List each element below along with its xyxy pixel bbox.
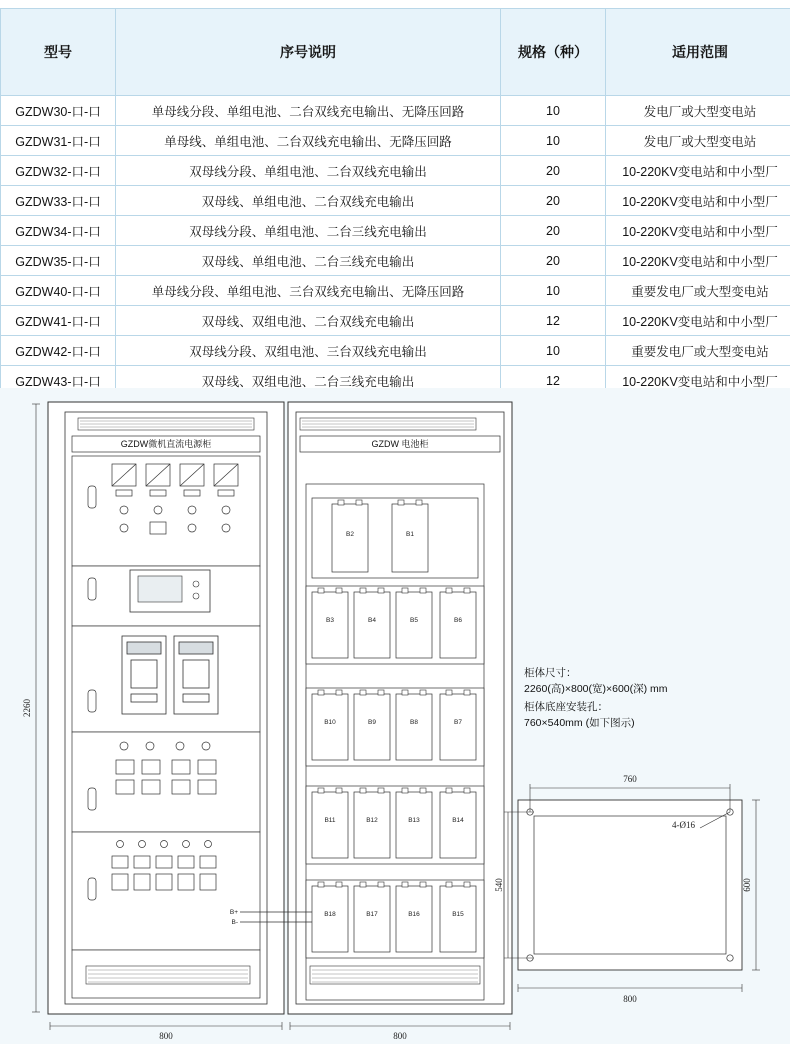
dimension-left-width-label: 800 xyxy=(159,1031,173,1041)
cell-spec: 20 xyxy=(501,186,606,216)
header-scope: 适用范围 xyxy=(606,9,790,96)
table-head xyxy=(1,9,790,96)
battery-label: B12 xyxy=(366,817,378,824)
battery-shelf-2 xyxy=(306,586,484,664)
table-body xyxy=(1,96,790,426)
battery-label: B8 xyxy=(410,719,418,726)
cell-scope: 10-220KV变电站和中小型厂 xyxy=(606,186,790,216)
dimension-notes xyxy=(524,666,668,729)
base-plate-drawing xyxy=(494,774,760,1004)
left-cabinet-title: GZDW微机直流电源柜 xyxy=(121,438,212,449)
table-row xyxy=(1,186,790,216)
cell-desc: 单母线、单组电池、二台双线充电输出、无降压回路 xyxy=(116,126,501,156)
table-row xyxy=(1,276,790,306)
header-spec: 规格（种） xyxy=(501,9,606,96)
spec-table xyxy=(0,8,790,426)
cell-model: GZDW41-口-口 xyxy=(1,306,116,336)
dimension-left-width xyxy=(50,1022,282,1030)
cell-desc: 双母线、双组电池、二台三线充电输出 xyxy=(116,366,501,396)
dimension-right-width xyxy=(290,1022,510,1030)
battery-label: B14 xyxy=(452,817,464,824)
cell-model: GZDW34-口-口 xyxy=(1,216,116,246)
dimension-height xyxy=(32,404,40,1012)
cell-desc: 单母线分段、单组电池、二台双线充电输出、无降压回路 xyxy=(116,96,501,126)
battery-label: B9 xyxy=(368,719,376,726)
hole-callout-label: 4-Ø16 xyxy=(672,820,695,830)
header-model: 型号 xyxy=(1,9,116,96)
cell-spec: 20 xyxy=(501,246,606,276)
cell-desc: 双母线分段、单组电池、二台三线充电输出 xyxy=(116,216,501,246)
monitor-module xyxy=(130,570,210,612)
table-row xyxy=(1,96,790,126)
battery-label: B15 xyxy=(452,911,464,918)
cell-spec: 10 xyxy=(501,336,606,366)
cell-desc: 双母线、双组电池、二台双线充电输出 xyxy=(116,306,501,336)
table-row xyxy=(1,216,790,246)
cell-spec: 10 xyxy=(501,96,606,126)
battery-label: B17 xyxy=(366,911,378,918)
terminal-label-positive: B+ xyxy=(230,909,238,916)
battery-label: B13 xyxy=(408,817,420,824)
battery-shelf-3 xyxy=(306,688,484,766)
base-dim-right: 600 xyxy=(742,878,752,892)
cell-scope: 10-220KV变电站和中小型厂 xyxy=(606,216,790,246)
cell-desc: 双母线分段、单组电池、二台双线充电输出 xyxy=(116,156,501,186)
cell-model: GZDW35-口-口 xyxy=(1,246,116,276)
battery-label: B3 xyxy=(326,617,334,624)
cell-scope: 10-220KV变电站和中小型厂 xyxy=(606,156,790,186)
cell-spec: 10 xyxy=(501,126,606,156)
cell-model: GZDW42-口-口 xyxy=(1,336,116,366)
cell-spec: 10 xyxy=(501,276,606,306)
cell-scope: 重要发电厂或大型变电站 xyxy=(606,336,790,366)
dimension-right-width-label: 800 xyxy=(393,1031,407,1041)
table-row xyxy=(1,126,790,156)
base-dim-left: 540 xyxy=(494,878,504,892)
cell-scope: 10-220KV变电站和中小型厂 xyxy=(606,366,790,396)
battery-label: B4 xyxy=(368,617,376,624)
battery-label: B2 xyxy=(346,531,354,538)
cell-spec: 20 xyxy=(501,216,606,246)
note-line-2: 2260(高)×800(宽)×600(深) mm xyxy=(524,682,668,695)
cell-scope: 重要发电厂或大型变电站 xyxy=(606,276,790,306)
battery-label: B16 xyxy=(408,911,420,918)
battery-label: B7 xyxy=(454,719,462,726)
cell-model: GZDW32-口-口 xyxy=(1,156,116,186)
battery-label: B10 xyxy=(324,719,336,726)
cell-scope: 10-220KV变电站和中小型厂 xyxy=(606,306,790,336)
cell-spec: 12 xyxy=(501,366,606,396)
right-cabinet-title: GZDW 电池柜 xyxy=(372,438,429,449)
battery-shelf-1 xyxy=(312,498,478,578)
cell-desc: 双母线、单组电池、二台双线充电输出 xyxy=(116,186,501,216)
base-dim-top: 760 xyxy=(623,774,637,784)
battery-label: B18 xyxy=(324,911,336,918)
cell-model: GZDW30-口-口 xyxy=(1,96,116,126)
cell-desc: 双母线分段、双组电池、三台双线充电输出 xyxy=(116,336,501,366)
table-row xyxy=(1,336,790,366)
page-root xyxy=(0,8,790,1044)
header-desc: 序号说明 xyxy=(116,9,501,96)
cell-scope: 发电厂或大型变电站 xyxy=(606,126,790,156)
dimension-height-label: 2260 xyxy=(22,699,32,718)
technical-drawing xyxy=(0,388,790,1044)
battery-label: B11 xyxy=(324,817,335,824)
cell-model: GZDW33-口-口 xyxy=(1,186,116,216)
battery-label: B6 xyxy=(454,617,462,624)
cell-model: GZDW31-口-口 xyxy=(1,126,116,156)
table-row xyxy=(1,156,790,186)
base-dim-bottom: 800 xyxy=(623,994,637,1004)
cell-model: GZDW40-口-口 xyxy=(1,276,116,306)
drawing-svg xyxy=(0,388,790,1044)
terminal-label-negative: B- xyxy=(232,919,239,926)
battery-shelf-5 xyxy=(306,880,484,958)
note-line-3: 柜体底座安装孔： xyxy=(524,700,608,713)
battery-label: B5 xyxy=(410,617,418,624)
battery-label: B1 xyxy=(406,531,414,538)
note-line-4: 760×540mm (如下图示) xyxy=(524,716,635,729)
cell-desc: 单母线分段、单组电池、三台双线充电输出、无降压回路 xyxy=(116,276,501,306)
table-row xyxy=(1,306,790,336)
note-line-1: 柜体尺寸： xyxy=(524,666,577,679)
cell-scope: 10-220KV变电站和中小型厂 xyxy=(606,246,790,276)
cell-scope: 发电厂或大型变电站 xyxy=(606,96,790,126)
cell-model: GZDW43-口-口 xyxy=(1,366,116,396)
cell-spec: 12 xyxy=(501,306,606,336)
table-header-row xyxy=(1,9,790,96)
cell-spec: 20 xyxy=(501,156,606,186)
cell-desc: 双母线、单组电池、二台三线充电输出 xyxy=(116,246,501,276)
battery-shelf-4 xyxy=(306,786,484,864)
table-row xyxy=(1,246,790,276)
